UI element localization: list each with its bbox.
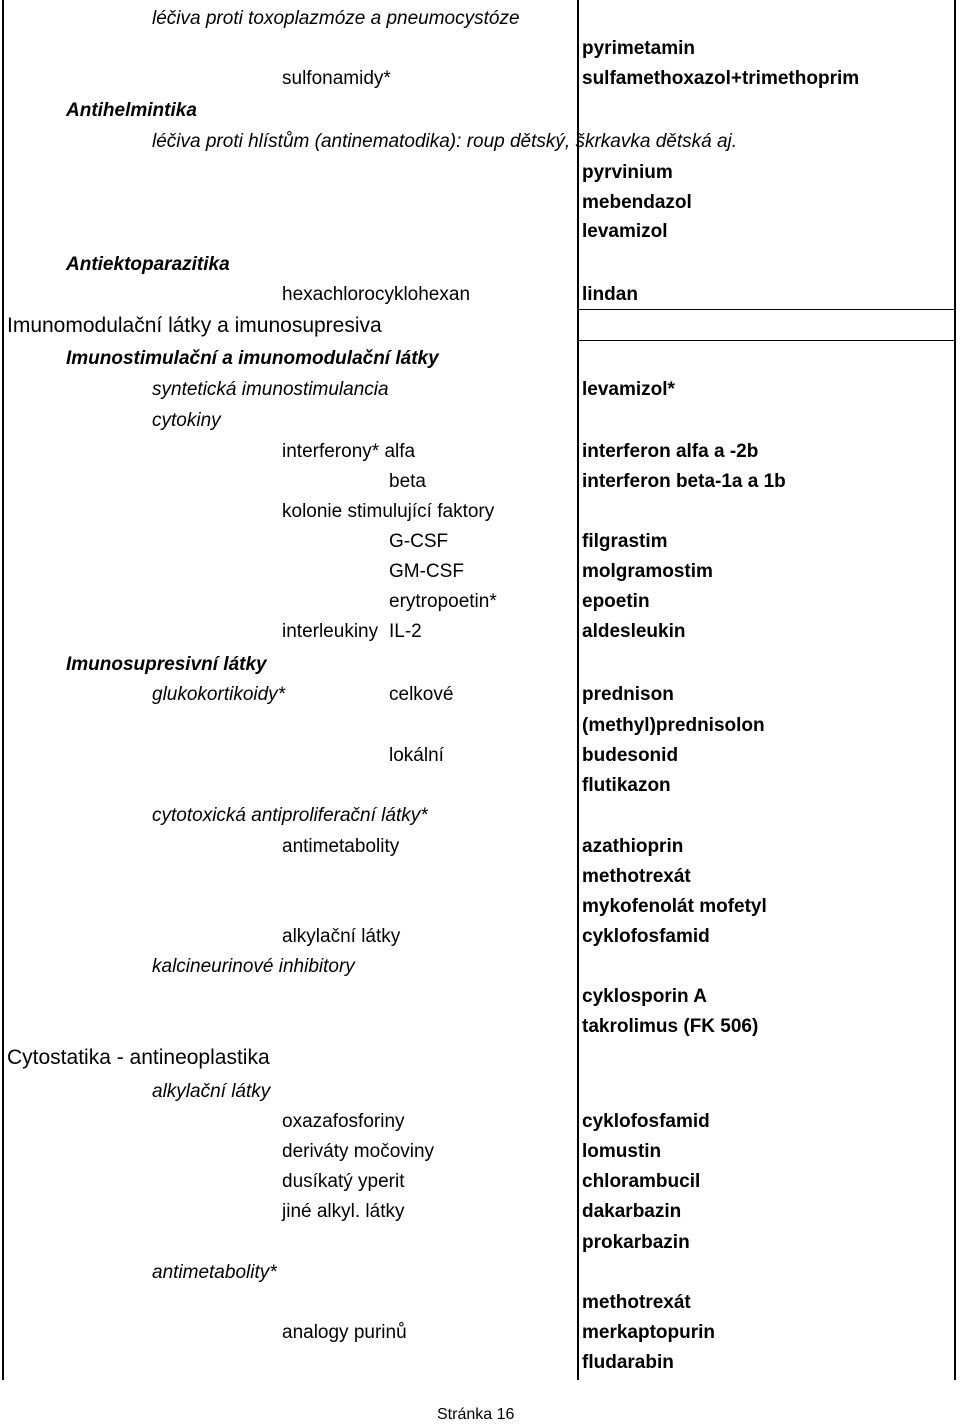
section-title: Cytostatika - antineoplastika [7,1046,270,1069]
drug-name: fludarabin [582,1352,674,1373]
section-heading: Imunosupresivní látky [66,654,267,675]
drug-name: chlorambucil [582,1171,701,1192]
row-divider [577,340,956,341]
drug-class: deriváty močoviny [282,1141,435,1162]
drug-subclass: G-CSF [389,531,449,552]
drug-class: interferony* alfa [282,441,416,462]
drug-subclass: GM-CSF [389,561,464,582]
drug-name: molgramostim [582,561,713,582]
drug-subclass: erytropoetin* [389,591,497,612]
drug-name: budesonid [582,745,679,766]
drug-name: methotrexát [582,866,691,887]
drug-class: dusíkatý yperit [282,1171,405,1192]
drug-class: hexachlorocyklohexan [282,284,471,305]
drug-name: pyrimetamin [582,38,695,59]
drug-name: levamizol [582,221,668,242]
drug-name: lomustin [582,1141,662,1162]
category-label: cytokiny [152,410,221,431]
category-label: antimetabolity* [152,1262,277,1283]
drug-name: merkaptopurin [582,1322,716,1343]
column-divider [577,0,579,1380]
row-divider [577,309,956,310]
category-label: léčiva proti hlístům (antinematodika): roup dětský, škrkavka dětská aj. [152,131,738,152]
drug-name: lindan [582,284,638,305]
drug-name: epoetin [582,591,650,612]
drug-class: antimetabolity [282,836,400,857]
drug-name: pyrvinium [582,162,673,183]
drug-name: sulfamethoxazol+trimethoprim [582,68,860,89]
section-heading: Antihelmintika [66,100,197,121]
category-label: glukokortikoidy* [152,684,286,705]
drug-name: cyklosporin A [582,986,707,1007]
drug-class: interleukiny [282,621,379,642]
section-heading: Antiektoparazitika [66,254,230,275]
drug-name: filgrastim [582,531,668,552]
section-title: Imunomodulační látky a imunosupresiva [7,314,382,337]
drug-name: flutikazon [582,775,671,796]
drug-subclass: beta [389,471,426,492]
drug-name: prokarbazin [582,1232,690,1253]
drug-class: alkylační látky [282,926,401,947]
drug-class: analogy purinů [282,1322,407,1343]
drug-name: mykofenolát mofetyl [582,896,767,917]
drug-class: oxazafosforiny [282,1111,405,1132]
drug-subclass: celkové [389,684,454,705]
right-border [954,0,956,1380]
drug-name: cyklofosfamid [582,1111,710,1132]
drug-name: interferon alfa a -2b [582,441,759,462]
category-label: léčiva proti toxoplazmóze a pneumocystóze [152,8,520,29]
drug-name: (methyl)prednisolon [582,715,765,736]
drug-name: interferon beta-1a a 1b [582,471,786,492]
page-number: Stránka 16 [437,1406,515,1423]
category-label: kalcineurinové inhibitory [152,956,355,977]
drug-name: mebendazol [582,192,692,213]
drug-name: methotrexát [582,1292,691,1313]
section-heading: Imunostimulační a imunomodulační látky [66,348,439,369]
category-label: alkylační látky [152,1081,271,1102]
drug-name: cyklofosfamid [582,926,710,947]
drug-name: levamizol* [582,379,675,400]
category-label: cytotoxická antiproliferační látky* [152,805,428,826]
drug-subclass: IL-2 [389,621,422,642]
drug-class: kolonie stimulující faktory [282,501,495,522]
left-border [2,0,4,1380]
category-label: syntetická imunostimulancia [152,379,389,400]
drug-class: sulfonamidy* [282,68,391,89]
drug-name: dakarbazin [582,1201,682,1222]
drug-name: aldesleukin [582,621,686,642]
drug-name: azathioprin [582,836,684,857]
drug-class: jiné alkyl. látky [282,1201,405,1222]
drug-subclass: lokální [389,745,444,766]
drug-name: takrolimus (FK 506) [582,1016,759,1037]
drug-name: prednison [582,684,674,705]
